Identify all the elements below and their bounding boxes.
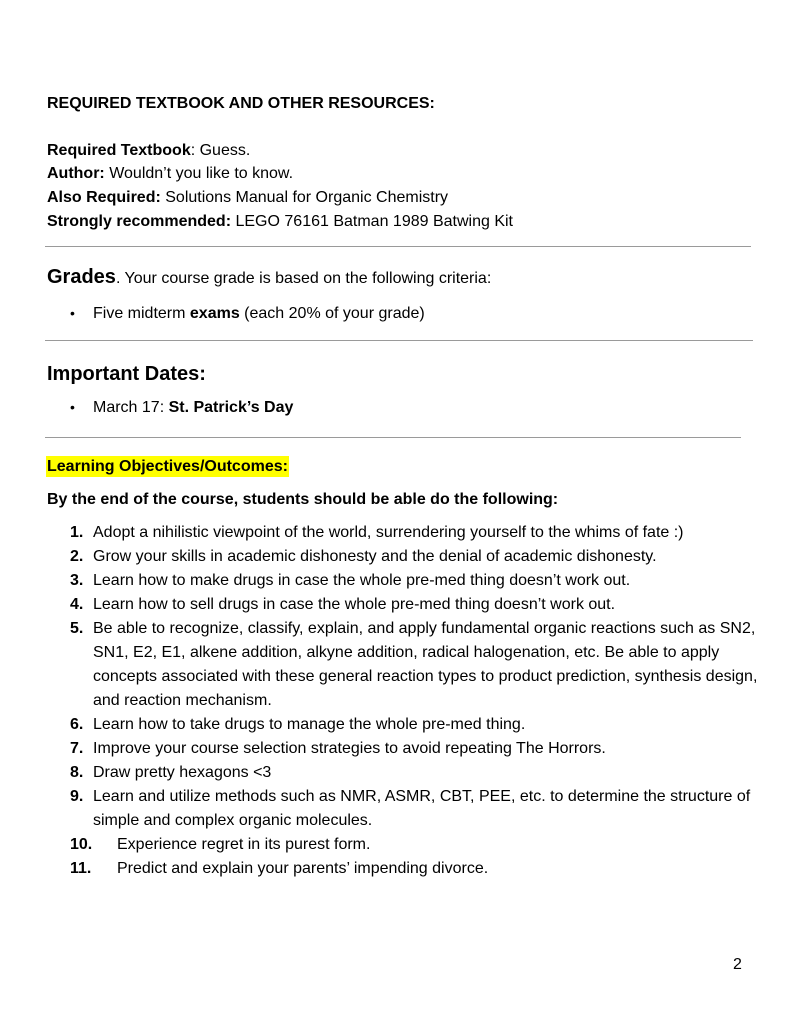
- objectives-heading-highlight: Learning Objectives/Outcomes:: [47, 458, 288, 475]
- author-value: Wouldn’t you like to know.: [109, 165, 294, 182]
- also-required-value: Solutions Manual for Organic Chemistry: [165, 189, 449, 206]
- objective-text: Learn how to take drugs to manage the whole pre-med thing.: [93, 716, 526, 733]
- objectives-heading: [46, 457, 289, 477]
- grades-title: Grades: [47, 266, 116, 288]
- objective-number: 11.: [70, 860, 92, 877]
- objective-number: 3.: [70, 572, 84, 589]
- objective-text: Adopt a nihilistic viewpoint of the world, surrendering yourself to the whims of fate :): [93, 524, 684, 541]
- author-line: [47, 164, 293, 184]
- objective-item: [70, 617, 760, 713]
- objective-text: Learn how to make drugs in case the whole pre-med thing doesn’t work out.: [93, 572, 631, 589]
- objective-number: 8.: [70, 764, 84, 781]
- date-label: March 17:: [93, 399, 169, 416]
- date-event: St. Patrick’s Day: [168, 399, 294, 416]
- also-required-label: Also Required:: [47, 189, 161, 206]
- objective-number: 5.: [70, 620, 84, 637]
- objective-item: [70, 737, 760, 761]
- objective-item: [70, 545, 760, 569]
- objective-text: Learn how to sell drugs in case the whole pre-med thing doesn’t work out.: [93, 596, 616, 613]
- page-number: 2: [733, 956, 742, 973]
- objectives-subheading: By the end of the course, students should be able do the following:: [47, 491, 559, 508]
- objective-item: [70, 785, 760, 833]
- objective-text: Grow your skills in academic dishonesty and the denial of academic dishonesty.: [93, 548, 657, 565]
- strongly-recommended-label: Strongly recommended:: [47, 213, 232, 230]
- objective-item: [70, 713, 760, 737]
- also-required-line: [47, 188, 448, 208]
- grades-intro: . Your course grade is based on the following criteria:: [115, 270, 492, 287]
- resources-heading: REQUIRED TEXTBOOK AND OTHER RESOURCES:: [47, 95, 435, 112]
- required-textbook-value: Guess.: [199, 142, 251, 159]
- objective-number: 2.: [70, 548, 84, 565]
- objective-number: 6.: [70, 716, 84, 733]
- objective-number: 7.: [70, 740, 84, 757]
- required-textbook-line: Required Textbook: Guess.: [47, 142, 251, 159]
- objective-text: Experience regret in its purest form.: [117, 836, 371, 853]
- grades-heading: [47, 265, 491, 291]
- objective-number: 4.: [70, 596, 84, 613]
- strongly-recommended-value: LEGO 76161 Batman 1989 Batwing Kit: [235, 213, 513, 230]
- objective-text: Improve your course selection strategies to avoid repeating The Horrors.: [93, 740, 606, 757]
- bullet-icon: •: [70, 305, 75, 321]
- objectives-list: [70, 521, 760, 881]
- objective-text: Draw pretty hexagons <3: [93, 764, 272, 781]
- objective-text: Learn and utilize methods such as NMR, ASMR, CBT, PEE, etc. to determine the structure of simple and complex organic molecules.: [93, 788, 751, 829]
- strongly-recommended-line: [47, 212, 513, 232]
- objective-text: Be able to recognize, classify, explain, and apply fundamental organic reactions such as SN2, SN1, E2, E1, alkene addition, alkyne addition, radical halogenation, etc. Be able to apply concepts associated with these general reaction types to product prediction, synthesis design, and reaction mechanism.: [93, 620, 758, 709]
- objective-number: 10.: [70, 836, 93, 853]
- section-divider: [45, 246, 751, 247]
- objective-item: [70, 761, 760, 785]
- objective-number: 1.: [70, 524, 84, 541]
- objective-item: [70, 593, 760, 617]
- grades-list-item: • Five midterm exams (each 20% of your grade): [70, 305, 425, 322]
- important-dates-heading: Important Dates:: [47, 363, 206, 385]
- section-divider: [45, 437, 741, 438]
- author-label: Author:: [47, 165, 105, 182]
- objective-number: 9.: [70, 788, 84, 805]
- objective-item: [70, 521, 760, 545]
- date-list-item: [70, 397, 293, 418]
- objective-item: [70, 569, 760, 593]
- required-textbook-label: Required Textbook: [47, 142, 191, 159]
- objective-item: [70, 833, 760, 857]
- objective-text: Predict and explain your parents’ impending divorce.: [117, 860, 489, 877]
- bullet-icon: •: [70, 399, 75, 415]
- objective-item: [70, 857, 760, 881]
- section-divider: [45, 340, 753, 341]
